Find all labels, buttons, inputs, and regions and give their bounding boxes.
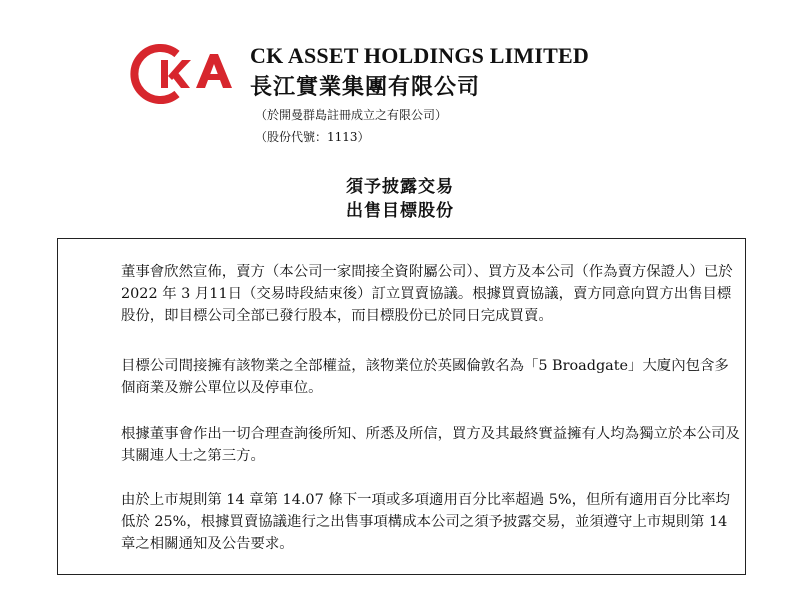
summary-paragraph: 根據董事會作出一切合理查詢後所知、所悉及所信，買方及其最終實益擁有人均為獨立於本公司及其關連人士之第三方。: [121, 426, 740, 464]
announcement-title: 須予披露交易: [346, 177, 454, 197]
summary-box: [57, 238, 746, 575]
ck-logo-icon: [130, 40, 238, 108]
summary-paragraph: 董事會欣然宣佈，賣方（本公司一家間接全資附屬公司）、買方及本公司（作為賣方保證人）已於 2022 年 3 月11日（交易時段結束後）訂立買賣協議。根據買賣協議，賣方同意向買方出售目標股份，即目標公司全部已發行股本，而目標股份已於同日完成買賣。: [121, 264, 733, 324]
company-logo: [130, 40, 238, 108]
summary-paragraph: 由於上市規則第 14 章第 14.07 條下一項或多項適用百分比率超過 5%，但所有適用百分比率均低於 25%，根據買賣協議進行之出售事項構成本公司之須予披露交易，並須遵守上市規則第 14 章之相關通知及公告要求。: [121, 492, 730, 552]
company-name-en: CK ASSET HOLDINGS LIMITED: [250, 43, 589, 68]
company-name-zh: 長江實業集團有限公司: [250, 75, 481, 100]
summary-paragraph: 目標公司間接擁有該物業之全部權益，該物業位於英國倫敦名為「5 Broadgate」大廈內包含多個商業及辦公單位以及停車位。: [121, 358, 729, 396]
stock-code: （股份代號：1113）: [255, 130, 370, 144]
announcement-subtitle: 出售目標股份: [346, 201, 454, 221]
incorporation-note: （於開曼群島註冊成立之有限公司）: [255, 108, 448, 122]
